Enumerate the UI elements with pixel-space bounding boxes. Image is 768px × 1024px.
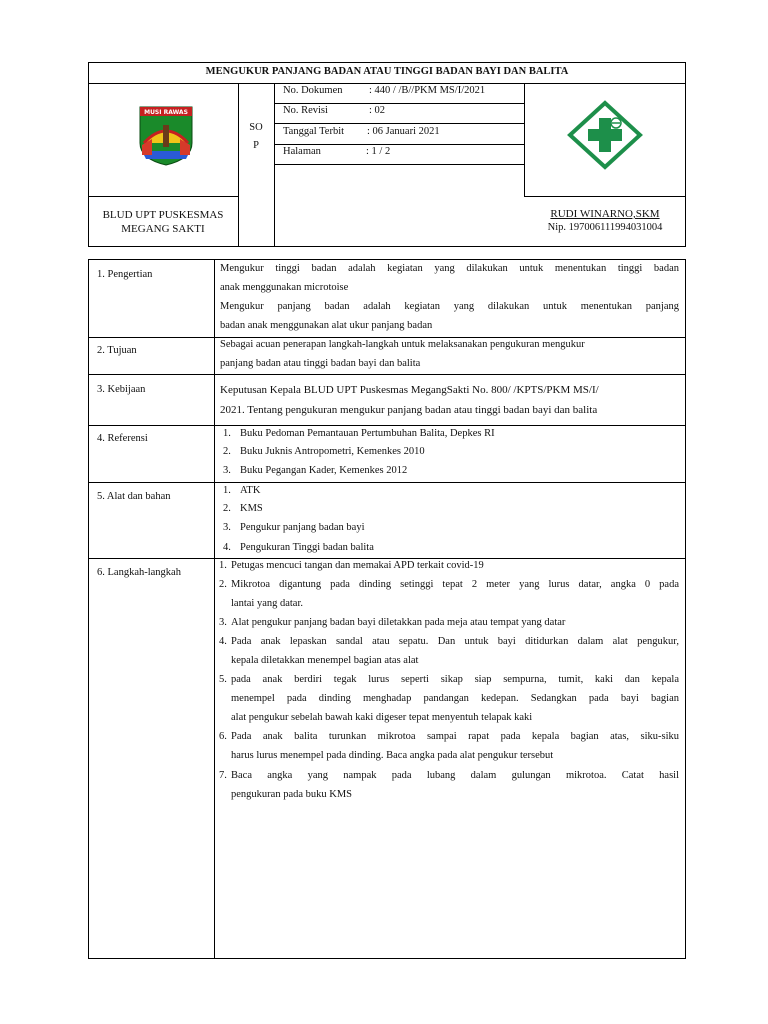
referensi-num-3: 3. <box>223 465 231 476</box>
sop-label-line2: P <box>253 140 259 151</box>
meta-label-doc: No. Dokumen <box>283 85 343 96</box>
label-alat: 5. Alat dan bahan <box>97 491 171 502</box>
referensi-num-1: 1. <box>223 428 231 439</box>
content-col-divider <box>214 259 215 959</box>
header-divider-3 <box>524 83 525 196</box>
pengertian-line-3: Mengukur panjang badan adalah kegiatan yang dilakukan untuk menentukan panjang <box>220 301 679 312</box>
langkah-7-line-1: Baca angka yang nampak pada lubang dalam gulungan mikrotoa. Catat hasil <box>231 770 679 781</box>
langkah-3-line-1: Alat pengukur panjang badan bayi diletakkan pada meja atau tempat yang datar <box>231 617 566 628</box>
alat-item-3: Pengukur panjang badan bayi <box>240 522 365 533</box>
langkah-num-1: 1. <box>219 560 227 571</box>
alat-num-4: 4. <box>223 542 231 553</box>
meta-value-page: : 1 / 2 <box>366 146 391 157</box>
header-org-divider-right <box>524 196 686 197</box>
meta-value-date: : 06 Januari 2021 <box>367 126 440 137</box>
langkah-7-line-2: pengukuran pada buku KMS <box>231 789 353 800</box>
pengertian-line-2: anak menggunakan microtoise <box>220 282 349 293</box>
sop-label-line1: SO <box>249 122 263 133</box>
meta-row-line-2 <box>274 123 524 124</box>
label-kebijaan: 3. Kebijaan <box>97 384 146 395</box>
label-langkah: 6. Langkah-langkah <box>97 567 181 578</box>
signer-nip: Nip. 197006111994031004 <box>547 222 663 233</box>
kebijaan-line-1: Keputusan Kepala BLUD UPT Puskesmas MegangSakti No. 800/ /KPTS/PKM MS/I/ <box>220 384 599 396</box>
meta-value-rev: : 02 <box>369 105 386 116</box>
alat-item-4: Pengukuran Tinggi badan balita <box>240 542 374 553</box>
langkah-6-line-2: harus lurus menempel pada dinding. Baca angka pada alat pengukur tersebut <box>231 750 554 761</box>
header-divider-2 <box>274 83 275 247</box>
meta-value-doc: : 440 / /B//PKM MS/I/2021 <box>369 85 486 96</box>
langkah-2-line-2: lantai yang datar. <box>231 598 304 609</box>
langkah-2-line-1: Mikrotoa digantung pada dinding setinggi tepat 2 meter yang lurus datar, angka 0 pada <box>231 579 679 590</box>
referensi-item-1: Buku Pedoman Pemantauan Pertumbuhan Balita, Depkes RI <box>240 428 495 439</box>
alat-item-1: ATK <box>240 485 261 496</box>
meta-label-rev: No. Revisi <box>283 105 328 116</box>
langkah-num-3: 3. <box>219 617 227 628</box>
langkah-5-line-3: alat pengukur sebelah bawah kaki digeser tepat menyentuh telapak kaki <box>231 712 533 723</box>
alat-num-2: 2. <box>223 503 231 514</box>
org-name-line2: MEGANG SAKTI <box>121 223 205 235</box>
referensi-item-2: Buku Juknis Antropometri, Kemenkes 2010 <box>240 446 425 457</box>
referensi-num-2: 2. <box>223 446 231 457</box>
langkah-num-5: 5. <box>219 674 227 685</box>
row-divider-4 <box>88 482 686 483</box>
header-divider-1 <box>238 83 239 247</box>
tujuan-line-2: panjang badan atau tinggi badan bayi dan balita <box>220 358 421 369</box>
pengertian-line-1: Mengukur tinggi badan adalah kegiatan yang dilakukan untuk menentukan tinggi badan <box>220 263 679 274</box>
header-org-divider-left <box>88 196 238 197</box>
alat-num-1: 1. <box>223 485 231 496</box>
kebijaan-line-2: 2021. Tentang pengukuran mengukur panjang badan atau tinggi badan bayi dan balita <box>220 404 598 416</box>
document-title: MENGUKUR PANJANG BADAN ATAU TINGGI BADAN BAYI DAN BALITA <box>205 66 569 77</box>
langkah-num-7: 7. <box>219 770 227 781</box>
alat-num-3: 3. <box>223 522 231 533</box>
musi-rawas-logo <box>136 103 196 167</box>
meta-label-date: Tanggal Terbit <box>283 126 345 137</box>
alat-item-2: KMS <box>240 503 263 514</box>
row-divider-3 <box>88 425 686 426</box>
meta-row-line-4 <box>274 164 524 165</box>
langkah-num-4: 4. <box>219 636 227 647</box>
puskesmas-logo <box>567 100 643 170</box>
langkah-5-line-2: menempel pada dinding menghadap pandangan kedepan. Sedangkan pada bayi bagian <box>231 693 679 704</box>
langkah-5-line-1: pada anak berdiri tegak lurus seperti sikap siap sempurna, tumit, kaki dan kepala <box>231 674 679 685</box>
row-divider-2 <box>88 374 686 375</box>
langkah-1-line-1: Petugas mencuci tangan dan memakai APD terkait covid-19 <box>231 560 484 571</box>
langkah-4-line-2: kepala diletakkan menempel bagian atas alat <box>231 655 419 666</box>
langkah-num-6: 6. <box>219 731 227 742</box>
label-referensi: 4. Referensi <box>97 433 148 444</box>
langkah-num-2: 2. <box>219 579 227 590</box>
langkah-4-line-1: Pada anak lepaskan sandal atau sepatu. Dan untuk bayi ditidurkan dalam alat pengukur, <box>231 636 679 647</box>
org-name-line1: BLUD UPT PUSKESMAS <box>102 209 224 221</box>
signer-name: RUDI WINARNO,SKM <box>550 208 660 220</box>
langkah-6-line-1: Pada anak balita turunkan mikrotoa sampai rapat pada kepala bagian atas, siku-siku <box>231 731 679 742</box>
meta-label-page: Halaman <box>283 146 321 157</box>
referensi-item-3: Buku Pegangan Kader, Kemenkes 2012 <box>240 465 408 476</box>
svg-text:MUSI RAWAS: MUSI RAWAS <box>144 109 188 116</box>
label-pengertian: 1. Pengertian <box>97 269 153 280</box>
label-tujuan: 2. Tujuan <box>97 345 137 356</box>
pengertian-line-4: badan anak menggunakan alat ukur panjang badan <box>220 320 433 331</box>
tujuan-line-1: Sebagai acuan penerapan langkah-langkah untuk melaksanakan pengukuran mengukur <box>220 339 585 350</box>
